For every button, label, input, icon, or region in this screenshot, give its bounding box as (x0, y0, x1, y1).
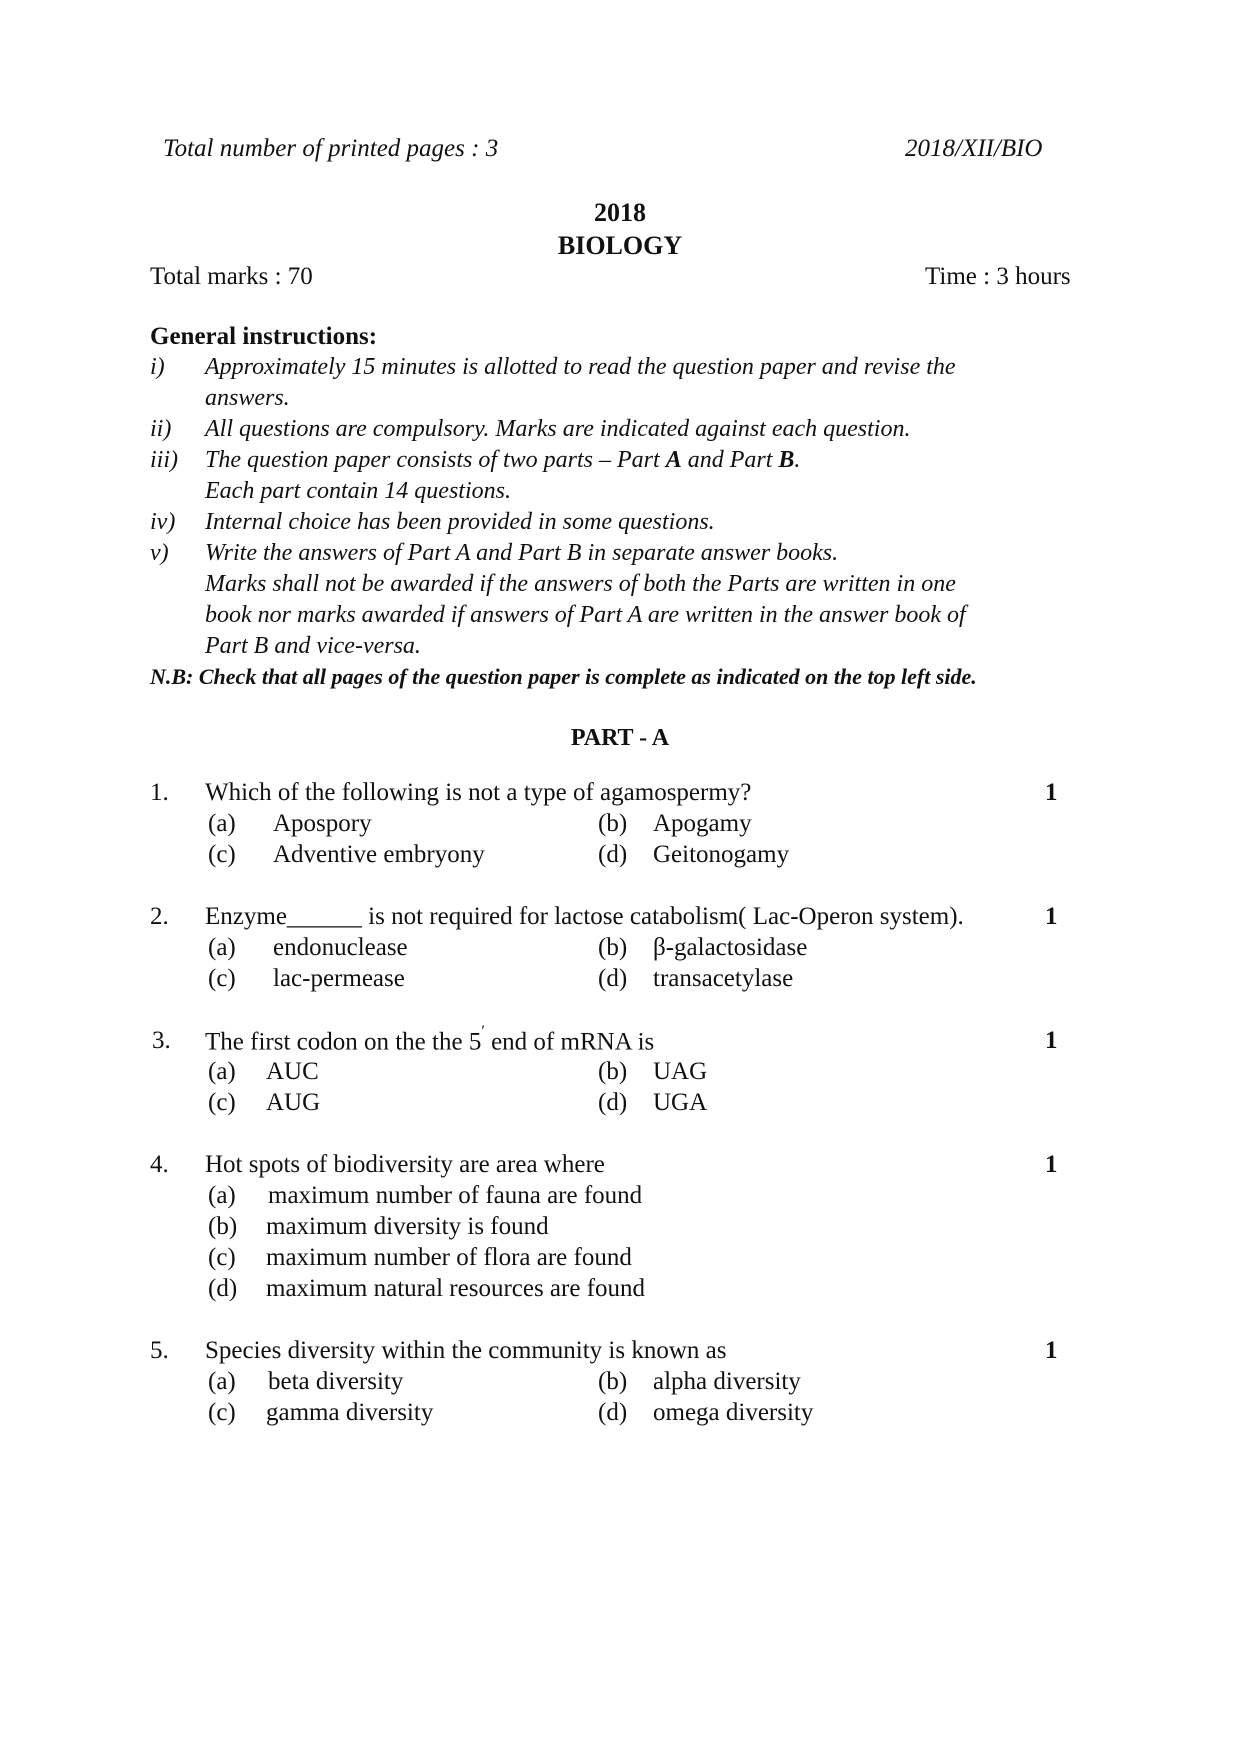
option-label: (b) (208, 1213, 238, 1240)
option-text: AUG (266, 1089, 321, 1116)
question-number: 5. (150, 1337, 169, 1364)
instruction-line: Part B and vice-versa. (205, 633, 421, 659)
option-label: (d) (598, 841, 628, 868)
instruction-line: book nor marks awarded if answers of Part A are written in the answer book of (205, 602, 966, 628)
question-text: Enzyme______ is not required for lactose catabolism( Lac-Operon system). (205, 903, 964, 930)
option-label: (a) (208, 1058, 236, 1085)
instruction-line (205, 447, 800, 474)
instruction-line: Internal choice has been provided in some questions. (205, 509, 715, 535)
option-text: transacetylase (653, 965, 794, 992)
instruction-line: All questions are compulsory. Marks are indicated against each question. (205, 416, 911, 442)
option-label: (d) (598, 1089, 628, 1116)
instruction-number: ii) (150, 416, 172, 442)
option-label: (c) (208, 841, 236, 868)
option-text: maximum number of fauna are found (268, 1182, 643, 1209)
option-text: UAG (653, 1058, 708, 1085)
option-label: (a) (208, 810, 236, 837)
option-text: UGA (653, 1089, 708, 1116)
instruction-number: iv) (150, 509, 176, 535)
prime-mark: ′ (481, 1023, 485, 1040)
option-text: maximum natural resources are found (266, 1275, 646, 1302)
option-text: Adventive embryony (273, 841, 485, 868)
option-label: (c) (208, 1399, 236, 1426)
instruction-line: Marks shall not be awarded if the answers of both the Parts are written in one (205, 571, 956, 597)
part-a-label: A (665, 447, 682, 473)
instruction-line: Approximately 15 minutes is allotted to read the question paper and revise the (205, 354, 956, 380)
option-text: Geitonogamy (653, 841, 790, 868)
option-text: Apospory (273, 810, 372, 837)
option-label: (c) (208, 1089, 236, 1116)
option-text: maximum diversity is found (266, 1213, 549, 1240)
option-text: beta diversity (268, 1368, 404, 1395)
option-label: (d) (598, 965, 628, 992)
option-text: AUC (266, 1058, 319, 1085)
instructions-heading: General instructions: (150, 323, 378, 350)
instruction-line: answers. (205, 385, 290, 411)
question-text-part: The first codon on the the 5 (205, 1028, 482, 1056)
option-label: (b) (598, 934, 628, 961)
option-text: maximum number of flora are found (266, 1244, 632, 1271)
instruction-line: Each part contain 14 questions. (205, 478, 511, 504)
option-label: (c) (208, 965, 236, 992)
paper-code: 2018/XII/BIO (905, 135, 1043, 162)
option-label: (b) (598, 810, 628, 837)
option-text: gamma diversity (266, 1399, 434, 1426)
question-number: 3. (152, 1027, 171, 1054)
question-text: Hot spots of biodiversity are area where (205, 1151, 605, 1178)
instruction-text: The question paper consists of two parts – Part (205, 447, 666, 473)
option-label: (d) (598, 1399, 628, 1426)
exam-year: 2018 (594, 198, 646, 227)
option-label: (a) (208, 1368, 236, 1395)
option-text: lac-permease (273, 965, 405, 992)
total-marks: Total marks : 70 (150, 263, 313, 290)
option-label: (d) (208, 1275, 238, 1302)
question-marks: 1 (1045, 1337, 1058, 1364)
option-text: Apogamy (653, 810, 752, 837)
question-marks: 1 (1045, 1027, 1058, 1054)
question-number: 1. (150, 779, 169, 806)
part-b-label: B (778, 447, 795, 473)
question-marks: 1 (1045, 903, 1058, 930)
question-number: 2. (150, 903, 169, 930)
instruction-text: and Part (681, 447, 779, 473)
option-label: (b) (598, 1368, 628, 1395)
option-text: β-galactosidase (653, 934, 808, 961)
question-text: Which of the following is not a type of agamospermy? (205, 779, 752, 806)
exam-subject: BIOLOGY (557, 231, 683, 260)
instruction-number: v) (150, 540, 169, 566)
instruction-number: iii) (150, 447, 178, 473)
question-text: Species diversity within the community is known as (205, 1337, 727, 1364)
option-label: (a) (208, 934, 236, 961)
instruction-line: Write the answers of Part A and Part B in separate answer books. (205, 540, 839, 566)
option-text: omega diversity (653, 1399, 814, 1426)
question-number: 4. (150, 1151, 169, 1178)
exam-time: Time : 3 hours (925, 263, 1071, 290)
question-marks: 1 (1045, 1151, 1058, 1178)
instruction-text: . (794, 447, 801, 473)
question-marks: 1 (1045, 779, 1058, 806)
option-label: (b) (598, 1058, 628, 1085)
option-text: endonuclease (273, 934, 408, 961)
question-text (205, 1023, 655, 1056)
option-text: alpha diversity (653, 1368, 801, 1395)
nb-note: N.B: Check that all pages of the question paper is complete as indicated on the top left side. (150, 664, 977, 689)
option-label: (a) (208, 1182, 236, 1209)
printed-pages-note: Total number of printed pages : 3 (163, 135, 499, 162)
question-text-part: end of mRNA is (484, 1028, 655, 1056)
part-a-heading: PART - A (570, 725, 670, 751)
option-label: (c) (208, 1244, 236, 1271)
instruction-number: i) (150, 354, 165, 380)
